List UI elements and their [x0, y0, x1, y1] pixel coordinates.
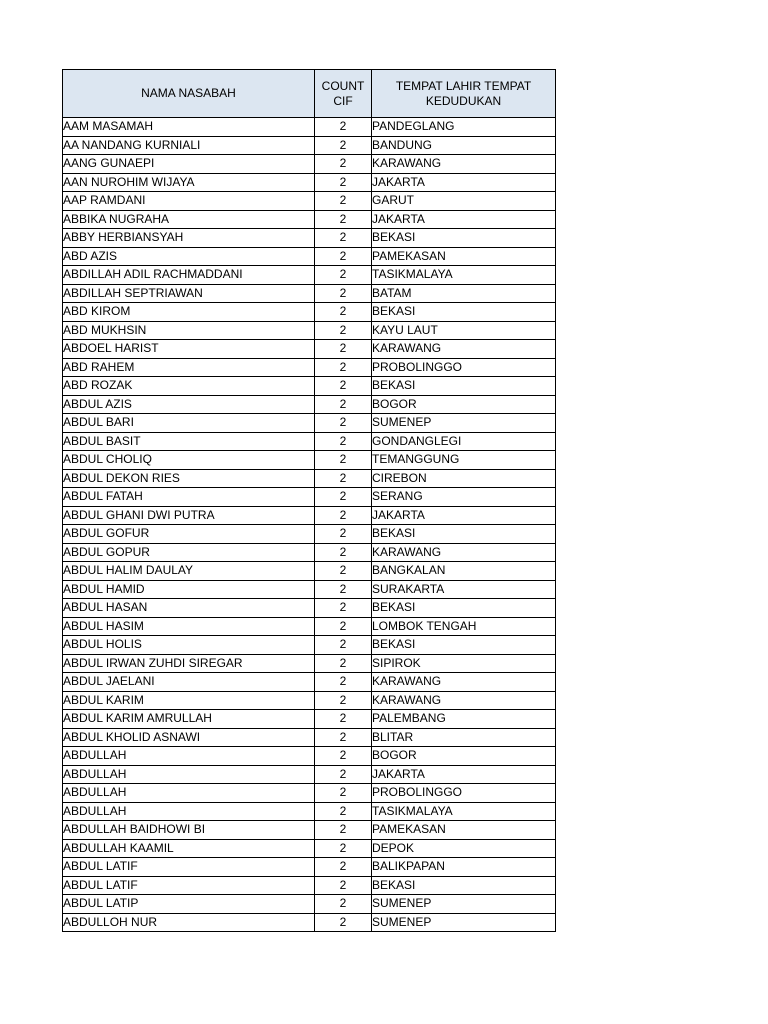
cell-nama-nasabah: ABDUL HAMID — [63, 580, 315, 599]
spreadsheet-page — [62, 69, 556, 932]
table-row — [63, 414, 556, 433]
table-row — [63, 118, 556, 137]
cell-tempat-lahir: GARUT — [372, 192, 556, 211]
table-row — [63, 710, 556, 729]
cell-count-cif: 2 — [315, 358, 372, 377]
table-body — [63, 118, 556, 932]
cell-count-cif: 2 — [315, 599, 372, 618]
cell-count-cif: 2 — [315, 913, 372, 932]
cell-tempat-lahir: SUMENEP — [372, 414, 556, 433]
cell-tempat-lahir: PROBOLINGGO — [372, 784, 556, 803]
cell-tempat-lahir: SERANG — [372, 488, 556, 507]
cell-nama-nasabah: ABDUL JAELANI — [63, 673, 315, 692]
table-row — [63, 247, 556, 266]
cell-count-cif: 2 — [315, 414, 372, 433]
cell-tempat-lahir: TASIKMALAYA — [372, 266, 556, 285]
cell-tempat-lahir: PROBOLINGGO — [372, 358, 556, 377]
cell-count-cif: 2 — [315, 340, 372, 359]
cell-count-cif: 2 — [315, 525, 372, 544]
table-row — [63, 469, 556, 488]
cell-tempat-lahir: SIPIROK — [372, 654, 556, 673]
cell-tempat-lahir: BEKASI — [372, 876, 556, 895]
cell-tempat-lahir: JAKARTA — [372, 173, 556, 192]
cell-nama-nasabah: ABD MUKHSIN — [63, 321, 315, 340]
cell-nama-nasabah: ABDULLAH BAIDHOWI BI — [63, 821, 315, 840]
header-kedudukan-label: KEDUDUKAN — [425, 93, 502, 108]
header-nama-nasabah — [63, 70, 315, 118]
cell-tempat-lahir: LOMBOK TENGAH — [372, 617, 556, 636]
table-row — [63, 691, 556, 710]
cell-nama-nasabah: ABDUL KARIM AMRULLAH — [63, 710, 315, 729]
cell-tempat-lahir: KARAWANG — [372, 155, 556, 174]
cell-tempat-lahir: PALEMBANG — [372, 710, 556, 729]
cell-tempat-lahir: JAKARTA — [372, 506, 556, 525]
cell-tempat-lahir: TASIKMALAYA — [372, 802, 556, 821]
cell-tempat-lahir: DEPOK — [372, 839, 556, 858]
table-row — [63, 303, 556, 322]
cell-tempat-lahir: SUMENEP — [372, 913, 556, 932]
cell-nama-nasabah: ABDUL HASAN — [63, 599, 315, 618]
cell-count-cif: 2 — [315, 728, 372, 747]
cell-count-cif: 2 — [315, 747, 372, 766]
table-row — [63, 377, 556, 396]
cell-count-cif: 2 — [315, 469, 372, 488]
table-row — [63, 654, 556, 673]
table-row — [63, 802, 556, 821]
cell-count-cif: 2 — [315, 506, 372, 525]
cell-count-cif: 2 — [315, 266, 372, 285]
cell-count-cif: 2 — [315, 118, 372, 137]
cell-count-cif: 2 — [315, 136, 372, 155]
table-row — [63, 525, 556, 544]
cell-count-cif: 2 — [315, 673, 372, 692]
table-row — [63, 284, 556, 303]
cell-nama-nasabah: ABDUL GHANI DWI PUTRA — [63, 506, 315, 525]
table-row — [63, 562, 556, 581]
cell-nama-nasabah: AA NANDANG KURNIALI — [63, 136, 315, 155]
table-row — [63, 136, 556, 155]
table-row — [63, 839, 556, 858]
cell-tempat-lahir: KARAWANG — [372, 691, 556, 710]
cell-nama-nasabah: ABDILLAH SEPTRIAWAN — [63, 284, 315, 303]
cell-nama-nasabah: ABDULLAH — [63, 747, 315, 766]
cell-nama-nasabah: AAM MASAMAH — [63, 118, 315, 137]
cell-nama-nasabah: ABDUL IRWAN ZUHDI SIREGAR — [63, 654, 315, 673]
cell-count-cif: 2 — [315, 303, 372, 322]
table-row — [63, 155, 556, 174]
table-row — [63, 747, 556, 766]
cell-count-cif: 2 — [315, 802, 372, 821]
header-tempat-lahir — [372, 70, 556, 118]
table-header — [63, 70, 556, 118]
cell-count-cif: 2 — [315, 210, 372, 229]
table-row — [63, 210, 556, 229]
cell-nama-nasabah: ABBIKA NUGRAHA — [63, 210, 315, 229]
cell-count-cif: 2 — [315, 895, 372, 914]
cell-tempat-lahir: JAKARTA — [372, 765, 556, 784]
cell-count-cif: 2 — [315, 321, 372, 340]
cell-nama-nasabah: ABDUL HALIM DAULAY — [63, 562, 315, 581]
cell-nama-nasabah: ABDUL CHOLIQ — [63, 451, 315, 470]
cell-count-cif: 2 — [315, 821, 372, 840]
table-row — [63, 358, 556, 377]
cell-count-cif: 2 — [315, 451, 372, 470]
cell-tempat-lahir: BEKASI — [372, 636, 556, 655]
header-cif-label: CIF — [333, 93, 353, 108]
table-row — [63, 266, 556, 285]
cell-nama-nasabah: ABDUL AZIS — [63, 395, 315, 414]
cell-tempat-lahir: BEKASI — [372, 377, 556, 396]
cell-nama-nasabah: ABDUL FATAH — [63, 488, 315, 507]
table-row — [63, 451, 556, 470]
cell-nama-nasabah: ABDUL LATIF — [63, 876, 315, 895]
cell-tempat-lahir: BEKASI — [372, 599, 556, 618]
cell-nama-nasabah: ABDUL LATIP — [63, 895, 315, 914]
cell-count-cif: 2 — [315, 395, 372, 414]
table-row — [63, 321, 556, 340]
table-row — [63, 913, 556, 932]
cell-tempat-lahir: JAKARTA — [372, 210, 556, 229]
cell-nama-nasabah: AANG GUNAEPI — [63, 155, 315, 174]
cell-nama-nasabah: ABDULLAH — [63, 765, 315, 784]
table-row — [63, 765, 556, 784]
cell-tempat-lahir: SUMENEP — [372, 895, 556, 914]
header-nama-nasabah-label: NAMA NASABAH — [141, 86, 236, 100]
cell-tempat-lahir: BATAM — [372, 284, 556, 303]
cell-tempat-lahir: CIREBON — [372, 469, 556, 488]
cell-nama-nasabah: ABDUL BASIT — [63, 432, 315, 451]
cell-tempat-lahir: BOGOR — [372, 395, 556, 414]
table-row — [63, 506, 556, 525]
cell-tempat-lahir: BLITAR — [372, 728, 556, 747]
cell-nama-nasabah: ABD RAHEM — [63, 358, 315, 377]
table-row — [63, 617, 556, 636]
cell-count-cif: 2 — [315, 858, 372, 877]
header-count-cif — [315, 70, 372, 118]
cell-nama-nasabah: ABDUL GOPUR — [63, 543, 315, 562]
cell-tempat-lahir: KAYU LAUT — [372, 321, 556, 340]
cell-count-cif: 2 — [315, 710, 372, 729]
cell-tempat-lahir: SURAKARTA — [372, 580, 556, 599]
cell-tempat-lahir: BANDUNG — [372, 136, 556, 155]
cell-count-cif: 2 — [315, 876, 372, 895]
cell-nama-nasabah: ABDULLAH KAAMIL — [63, 839, 315, 858]
cell-tempat-lahir: PAMEKASAN — [372, 821, 556, 840]
cell-count-cif: 2 — [315, 784, 372, 803]
cell-count-cif: 2 — [315, 636, 372, 655]
cell-nama-nasabah: ABDUL GOFUR — [63, 525, 315, 544]
cell-count-cif: 2 — [315, 229, 372, 248]
cell-nama-nasabah: ABD KIROM — [63, 303, 315, 322]
cell-tempat-lahir: BANGKALAN — [372, 562, 556, 581]
table-row — [63, 895, 556, 914]
cell-count-cif: 2 — [315, 543, 372, 562]
table-row — [63, 340, 556, 359]
cell-tempat-lahir: KARAWANG — [372, 673, 556, 692]
cell-nama-nasabah: ABDUL LATIF — [63, 858, 315, 877]
cell-tempat-lahir: BEKASI — [372, 525, 556, 544]
cell-tempat-lahir: GONDANGLEGI — [372, 432, 556, 451]
table-row — [63, 728, 556, 747]
table-row — [63, 784, 556, 803]
cell-count-cif: 2 — [315, 691, 372, 710]
table-row — [63, 673, 556, 692]
table-row — [63, 543, 556, 562]
cell-nama-nasabah: ABDULLAH — [63, 802, 315, 821]
cell-tempat-lahir: BALIKPAPAN — [372, 858, 556, 877]
cell-nama-nasabah: ABDUL HOLIS — [63, 636, 315, 655]
cell-nama-nasabah: ABDOEL HARIST — [63, 340, 315, 359]
cell-tempat-lahir: KARAWANG — [372, 543, 556, 562]
cell-count-cif: 2 — [315, 562, 372, 581]
cell-tempat-lahir: BOGOR — [372, 747, 556, 766]
table-row — [63, 173, 556, 192]
table-row — [63, 636, 556, 655]
cell-count-cif: 2 — [315, 765, 372, 784]
header-row — [63, 70, 556, 118]
header-count-label: COUNT — [321, 78, 365, 93]
table-row — [63, 432, 556, 451]
table-row — [63, 488, 556, 507]
cell-nama-nasabah: ABDUL DEKON RIES — [63, 469, 315, 488]
table-row — [63, 229, 556, 248]
table-row — [63, 821, 556, 840]
table-row — [63, 192, 556, 211]
cell-count-cif: 2 — [315, 654, 372, 673]
table-row — [63, 858, 556, 877]
cell-count-cif: 2 — [315, 617, 372, 636]
cell-nama-nasabah: ABDUL KARIM — [63, 691, 315, 710]
cell-tempat-lahir: BEKASI — [372, 229, 556, 248]
cell-count-cif: 2 — [315, 377, 372, 396]
cell-nama-nasabah: ABDUL BARI — [63, 414, 315, 433]
table-row — [63, 876, 556, 895]
cell-count-cif: 2 — [315, 432, 372, 451]
cell-count-cif: 2 — [315, 488, 372, 507]
cell-tempat-lahir: PANDEGLANG — [372, 118, 556, 137]
table-row — [63, 395, 556, 414]
cell-nama-nasabah: ABDUL HASIM — [63, 617, 315, 636]
cell-tempat-lahir: TEMANGGUNG — [372, 451, 556, 470]
cell-count-cif: 2 — [315, 284, 372, 303]
cell-nama-nasabah: AAN NUROHIM WIJAYA — [63, 173, 315, 192]
cell-count-cif: 2 — [315, 580, 372, 599]
cell-count-cif: 2 — [315, 247, 372, 266]
cell-nama-nasabah: ABD ROZAK — [63, 377, 315, 396]
cell-count-cif: 2 — [315, 839, 372, 858]
cell-nama-nasabah: ABDULLOH NUR — [63, 913, 315, 932]
cell-nama-nasabah: ABDUL KHOLID ASNAWI — [63, 728, 315, 747]
cell-tempat-lahir: PAMEKASAN — [372, 247, 556, 266]
cell-nama-nasabah: AAP RAMDANI — [63, 192, 315, 211]
cell-count-cif: 2 — [315, 173, 372, 192]
cell-nama-nasabah: ABDILLAH ADIL RACHMADDANI — [63, 266, 315, 285]
table-row — [63, 599, 556, 618]
cell-nama-nasabah: ABBY HERBIANSYAH — [63, 229, 315, 248]
table-row — [63, 580, 556, 599]
header-tempat-lahir-label: TEMPAT LAHIR TEMPAT — [395, 78, 532, 93]
cell-tempat-lahir: BEKASI — [372, 303, 556, 322]
cell-count-cif: 2 — [315, 192, 372, 211]
cell-nama-nasabah: ABDULLAH — [63, 784, 315, 803]
cell-tempat-lahir: KARAWANG — [372, 340, 556, 359]
cell-count-cif: 2 — [315, 155, 372, 174]
cell-nama-nasabah: ABD AZIS — [63, 247, 315, 266]
customer-table — [62, 69, 556, 932]
